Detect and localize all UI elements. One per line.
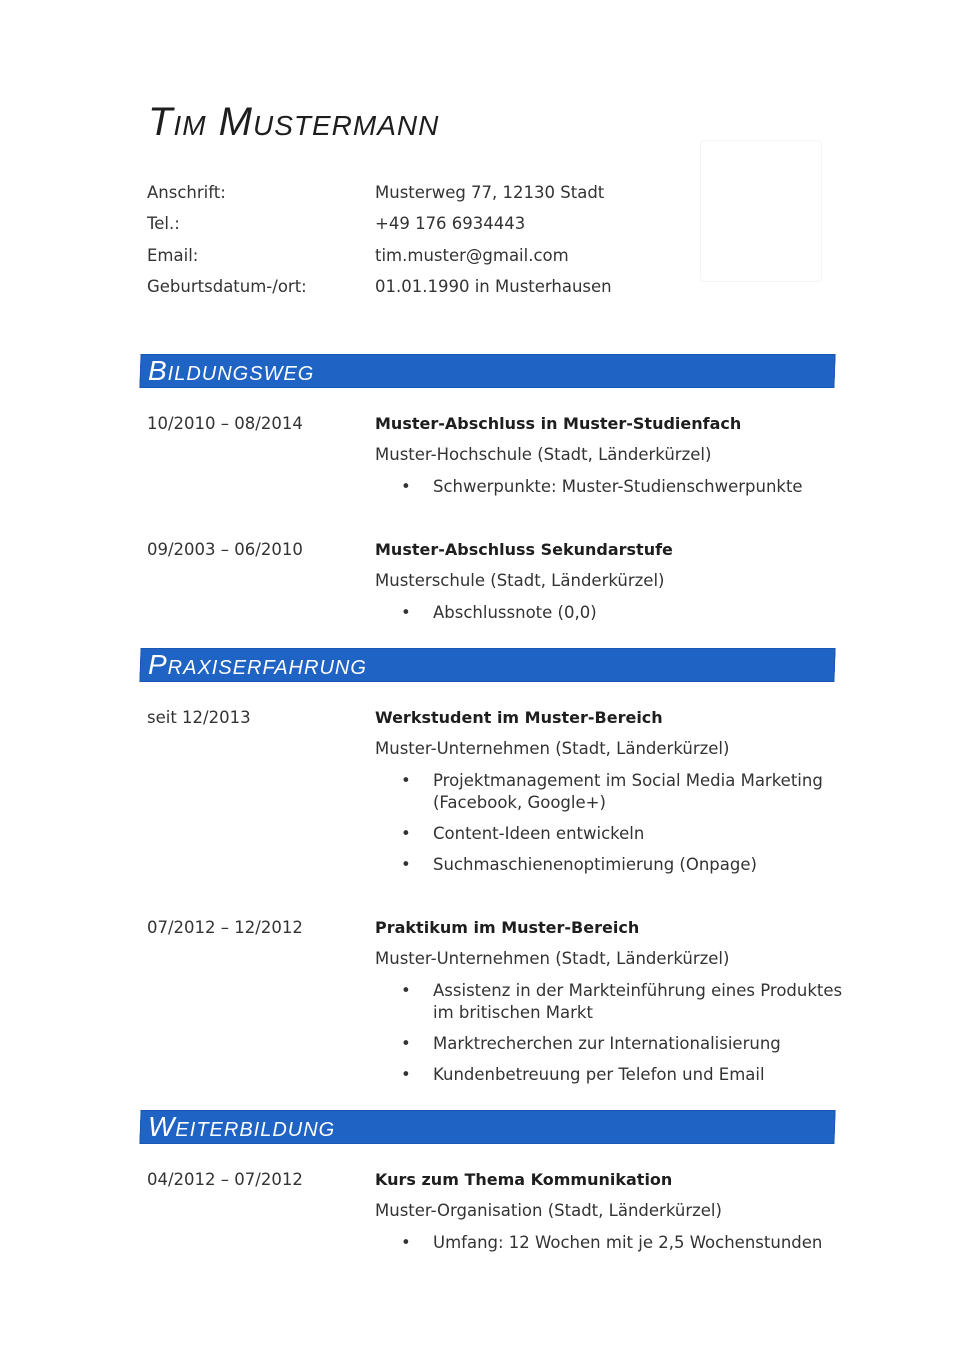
- entry-bullets: [375, 980, 845, 1086]
- entry-title: Werkstudent im Muster-Bereich: [375, 708, 663, 727]
- bullet-item: [375, 823, 845, 845]
- entry-date: 09/2003 – 06/2010: [147, 540, 303, 559]
- bullet-item: [375, 854, 845, 876]
- bullet-item: [375, 1033, 845, 1055]
- contact-value: tim.muster@gmail.com: [375, 246, 569, 265]
- entry-org: Musterschule (Stadt, Länderkürzel): [375, 571, 665, 590]
- bullet-text: Schwerpunkte: Muster-Studienschwerpunkte: [433, 477, 803, 496]
- entry-date: 10/2010 – 08/2014: [147, 414, 303, 433]
- bullet-item: [375, 602, 845, 624]
- entry-body: [375, 540, 845, 633]
- contact-value: 01.01.1990 in Musterhausen: [375, 277, 612, 296]
- bullet-text: Marktrecherchen zur Internationalisierung: [433, 1034, 781, 1053]
- bullet-text: Assistenz in der Markteinführung eines Produktes im britischen Markt: [433, 981, 843, 1022]
- bullet-icon: •: [401, 824, 411, 843]
- bullet-item: [375, 476, 845, 498]
- entry-date: seit 12/2013: [147, 708, 251, 727]
- section-bar-weiterbildung: [139, 1110, 835, 1144]
- section-bar-bildungsweg: [139, 354, 835, 388]
- contact-row-email: [147, 246, 847, 270]
- entry-bullets: [375, 476, 845, 498]
- entry-title: Muster-Abschluss in Muster-Studienfach: [375, 414, 742, 433]
- bullet-text: Projektmanagement im Social Media Marketing (Facebook, Google+): [433, 771, 823, 812]
- bullet-icon: •: [401, 477, 411, 496]
- contact-label: Email:: [147, 246, 199, 265]
- contact-row-address: [147, 183, 847, 207]
- contact-value: Musterweg 77, 12130 Stadt: [375, 183, 605, 202]
- section-title: Bildungsweg: [148, 355, 315, 386]
- bullet-item: [375, 770, 845, 814]
- bullet-item: [375, 1064, 845, 1086]
- entry-title: Praktikum im Muster-Bereich: [375, 918, 640, 937]
- entry-org: Muster-Hochschule (Stadt, Länderkürzel): [375, 445, 712, 464]
- section-bar-praxiserfahrung: [139, 648, 835, 682]
- entry-bullets: [375, 770, 845, 876]
- section-title: Praxiserfahrung: [148, 649, 367, 680]
- bullet-icon: •: [401, 1034, 411, 1053]
- bullet-icon: •: [401, 1233, 411, 1252]
- cv-name: Tim Mustermann: [148, 100, 440, 144]
- bullet-icon: •: [401, 1065, 411, 1084]
- bullet-icon: •: [401, 603, 411, 622]
- section-title: Weiterbildung: [148, 1111, 336, 1142]
- contact-row-birth: [147, 277, 847, 301]
- entry-org: Muster-Organisation (Stadt, Länderkürzel): [375, 1201, 722, 1220]
- entry-title: Muster-Abschluss Sekundarstufe: [375, 540, 673, 559]
- bullet-text: Kundenbetreuung per Telefon und Email: [433, 1065, 765, 1084]
- contact-label: Geburtsdatum-/ort:: [147, 277, 307, 296]
- entry-bullets: [375, 602, 845, 624]
- contact-value: +49 176 6934443: [375, 214, 526, 233]
- entry-org: Muster-Unternehmen (Stadt, Länderkürzel): [375, 949, 730, 968]
- bullet-text: Abschlussnote (0,0): [433, 603, 597, 622]
- contact-label: Tel.:: [147, 214, 180, 233]
- bullet-icon: •: [401, 771, 411, 790]
- entry-body: [375, 414, 845, 507]
- entry-org: Muster-Unternehmen (Stadt, Länderkürzel): [375, 739, 730, 758]
- bullet-item: [375, 1232, 845, 1254]
- bullet-text: Suchmaschienenoptimierung (Onpage): [433, 855, 757, 874]
- entry-bullets: [375, 1232, 845, 1254]
- bullet-text: Umfang: 12 Wochen mit je 2,5 Wochenstunden: [433, 1233, 823, 1252]
- bullet-item: [375, 980, 845, 1024]
- entry-date: 04/2012 – 07/2012: [147, 1170, 303, 1189]
- bullet-icon: •: [401, 855, 411, 874]
- entry-body: [375, 708, 845, 885]
- entry-date: 07/2012 – 12/2012: [147, 918, 303, 937]
- entry-body: [375, 1170, 845, 1263]
- entry-title: Kurs zum Thema Kommunikation: [375, 1170, 673, 1189]
- entry-body: [375, 918, 845, 1095]
- bullet-icon: •: [401, 981, 411, 1000]
- contact-label: Anschrift:: [147, 183, 226, 202]
- bullet-text: Content-Ideen entwickeln: [433, 824, 645, 843]
- contact-row-phone: [147, 214, 847, 238]
